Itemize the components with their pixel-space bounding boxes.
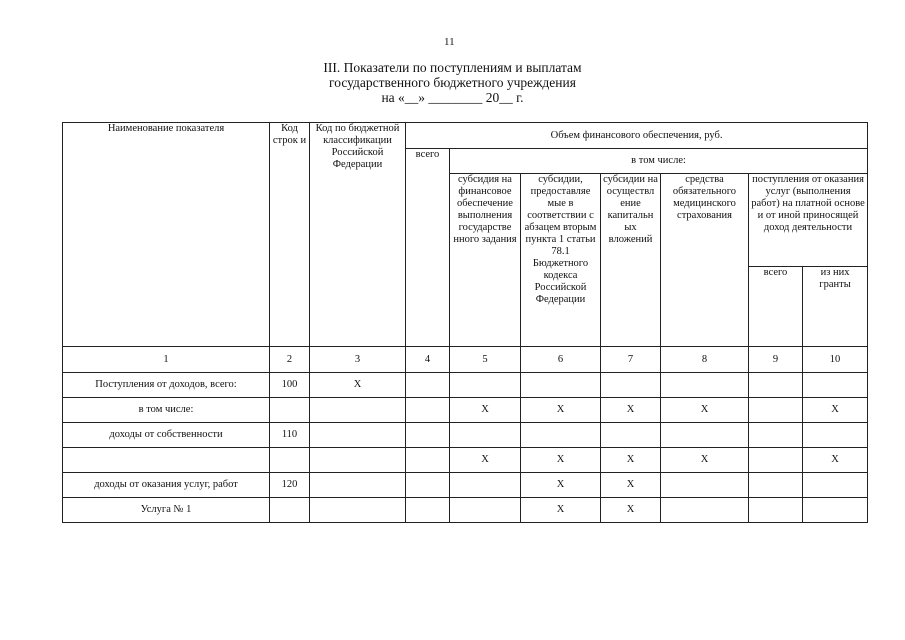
- row-code: 100: [270, 373, 310, 398]
- cell: [749, 398, 803, 423]
- cell: [661, 498, 749, 523]
- header-including: в том числе:: [450, 149, 868, 174]
- table-row: [63, 373, 868, 398]
- cell: [749, 498, 803, 523]
- page-number: 11: [444, 36, 455, 48]
- cell: [406, 423, 450, 448]
- cell: [406, 473, 450, 498]
- header-budget-code: Код по бюджетной классификации Российской Федерации: [310, 123, 406, 347]
- cell: [749, 423, 803, 448]
- row-code: 110: [270, 423, 310, 448]
- cell: Х: [661, 448, 749, 473]
- cell: [661, 473, 749, 498]
- header-indicator-name: Наименование показателя: [63, 123, 270, 347]
- cell: [406, 398, 450, 423]
- cell: [521, 373, 601, 398]
- cell: [749, 373, 803, 398]
- table-row: [63, 423, 868, 448]
- cell: Х: [601, 398, 661, 423]
- header-subsidy-state-task: субсидия на финансовое обеспечение выполнения государстве нного задания: [450, 174, 521, 347]
- cell: [749, 473, 803, 498]
- column-number: 9: [749, 347, 803, 373]
- cell: [450, 423, 521, 448]
- row-code: [270, 498, 310, 523]
- title-line-3: на «__» ________ 20__ г.: [381, 90, 524, 105]
- row-code: [270, 398, 310, 423]
- table-row: [63, 398, 868, 423]
- cell: [521, 423, 601, 448]
- header-paid-income: поступления от оказания услуг (выполнения работ) на платной основе и от иной приносящей доход деятельности: [749, 174, 868, 267]
- table-row: [63, 448, 868, 473]
- cell: Х: [601, 473, 661, 498]
- column-number: 2: [270, 347, 310, 373]
- header-financial-volume: Объем финансового обеспечения, руб.: [406, 123, 868, 149]
- cell: [803, 423, 868, 448]
- column-number: 4: [406, 347, 450, 373]
- column-number: 10: [803, 347, 868, 373]
- row-code: 120: [270, 473, 310, 498]
- cell: [406, 373, 450, 398]
- cell: [601, 373, 661, 398]
- cell: Х: [521, 398, 601, 423]
- cell: Х: [601, 448, 661, 473]
- cell: [310, 473, 406, 498]
- column-number: 5: [450, 347, 521, 373]
- cell: [450, 473, 521, 498]
- cell: [803, 498, 868, 523]
- column-number: 8: [661, 347, 749, 373]
- row-name: доходы от оказания услуг, работ: [63, 473, 270, 498]
- header-oms-funds: средства обязательного медицинского страхования: [661, 174, 749, 347]
- cell: [406, 498, 450, 523]
- header-subsidy-capital: субсидии на осуществл ение капитальн ых вложений: [601, 174, 661, 347]
- cell: Х: [661, 398, 749, 423]
- row-name: Услуга № 1: [63, 498, 270, 523]
- cell: Х: [521, 448, 601, 473]
- cell: [310, 448, 406, 473]
- indicators-table: [62, 122, 868, 523]
- row-name: [63, 448, 270, 473]
- cell: [310, 498, 406, 523]
- column-number: 6: [521, 347, 601, 373]
- header-paid-grants: из них гранты: [803, 267, 868, 347]
- row-code: [270, 448, 310, 473]
- cell: [803, 373, 868, 398]
- cell: Х: [450, 398, 521, 423]
- header-line-code: Код строк и: [270, 123, 310, 347]
- cell: [310, 423, 406, 448]
- cell: Х: [803, 448, 868, 473]
- cell: Х: [310, 373, 406, 398]
- cell: [406, 448, 450, 473]
- cell: Х: [450, 448, 521, 473]
- column-number: 7: [601, 347, 661, 373]
- cell: [803, 473, 868, 498]
- cell: Х: [601, 498, 661, 523]
- column-number: 1: [63, 347, 270, 373]
- cell: [310, 398, 406, 423]
- header-paid-total: всего: [749, 267, 803, 347]
- row-name: доходы от собственности: [63, 423, 270, 448]
- row-name: в том числе:: [63, 398, 270, 423]
- cell: Х: [803, 398, 868, 423]
- cell: Х: [521, 473, 601, 498]
- title-line-2: государственного бюджетного учреждения: [329, 75, 576, 90]
- cell: [661, 423, 749, 448]
- cell: [450, 373, 521, 398]
- cell: [601, 423, 661, 448]
- table-row: [63, 498, 868, 523]
- cell: [661, 373, 749, 398]
- title-line-1: III. Показатели по поступлениям и выплатам: [323, 60, 582, 75]
- cell: [749, 448, 803, 473]
- header-subsidy-article-78: субсидии, предоставляе мые в соответствии с абзацем вторым пункта 1 статьи 78.1 Бюджетного кодекса Российской Федерации: [521, 174, 601, 347]
- cell: [450, 498, 521, 523]
- document-title: [0, 60, 905, 105]
- table-row: [63, 473, 868, 498]
- header-total: всего: [406, 149, 450, 347]
- row-name: Поступления от доходов, всего:: [63, 373, 270, 398]
- cell: Х: [521, 498, 601, 523]
- column-number: 3: [310, 347, 406, 373]
